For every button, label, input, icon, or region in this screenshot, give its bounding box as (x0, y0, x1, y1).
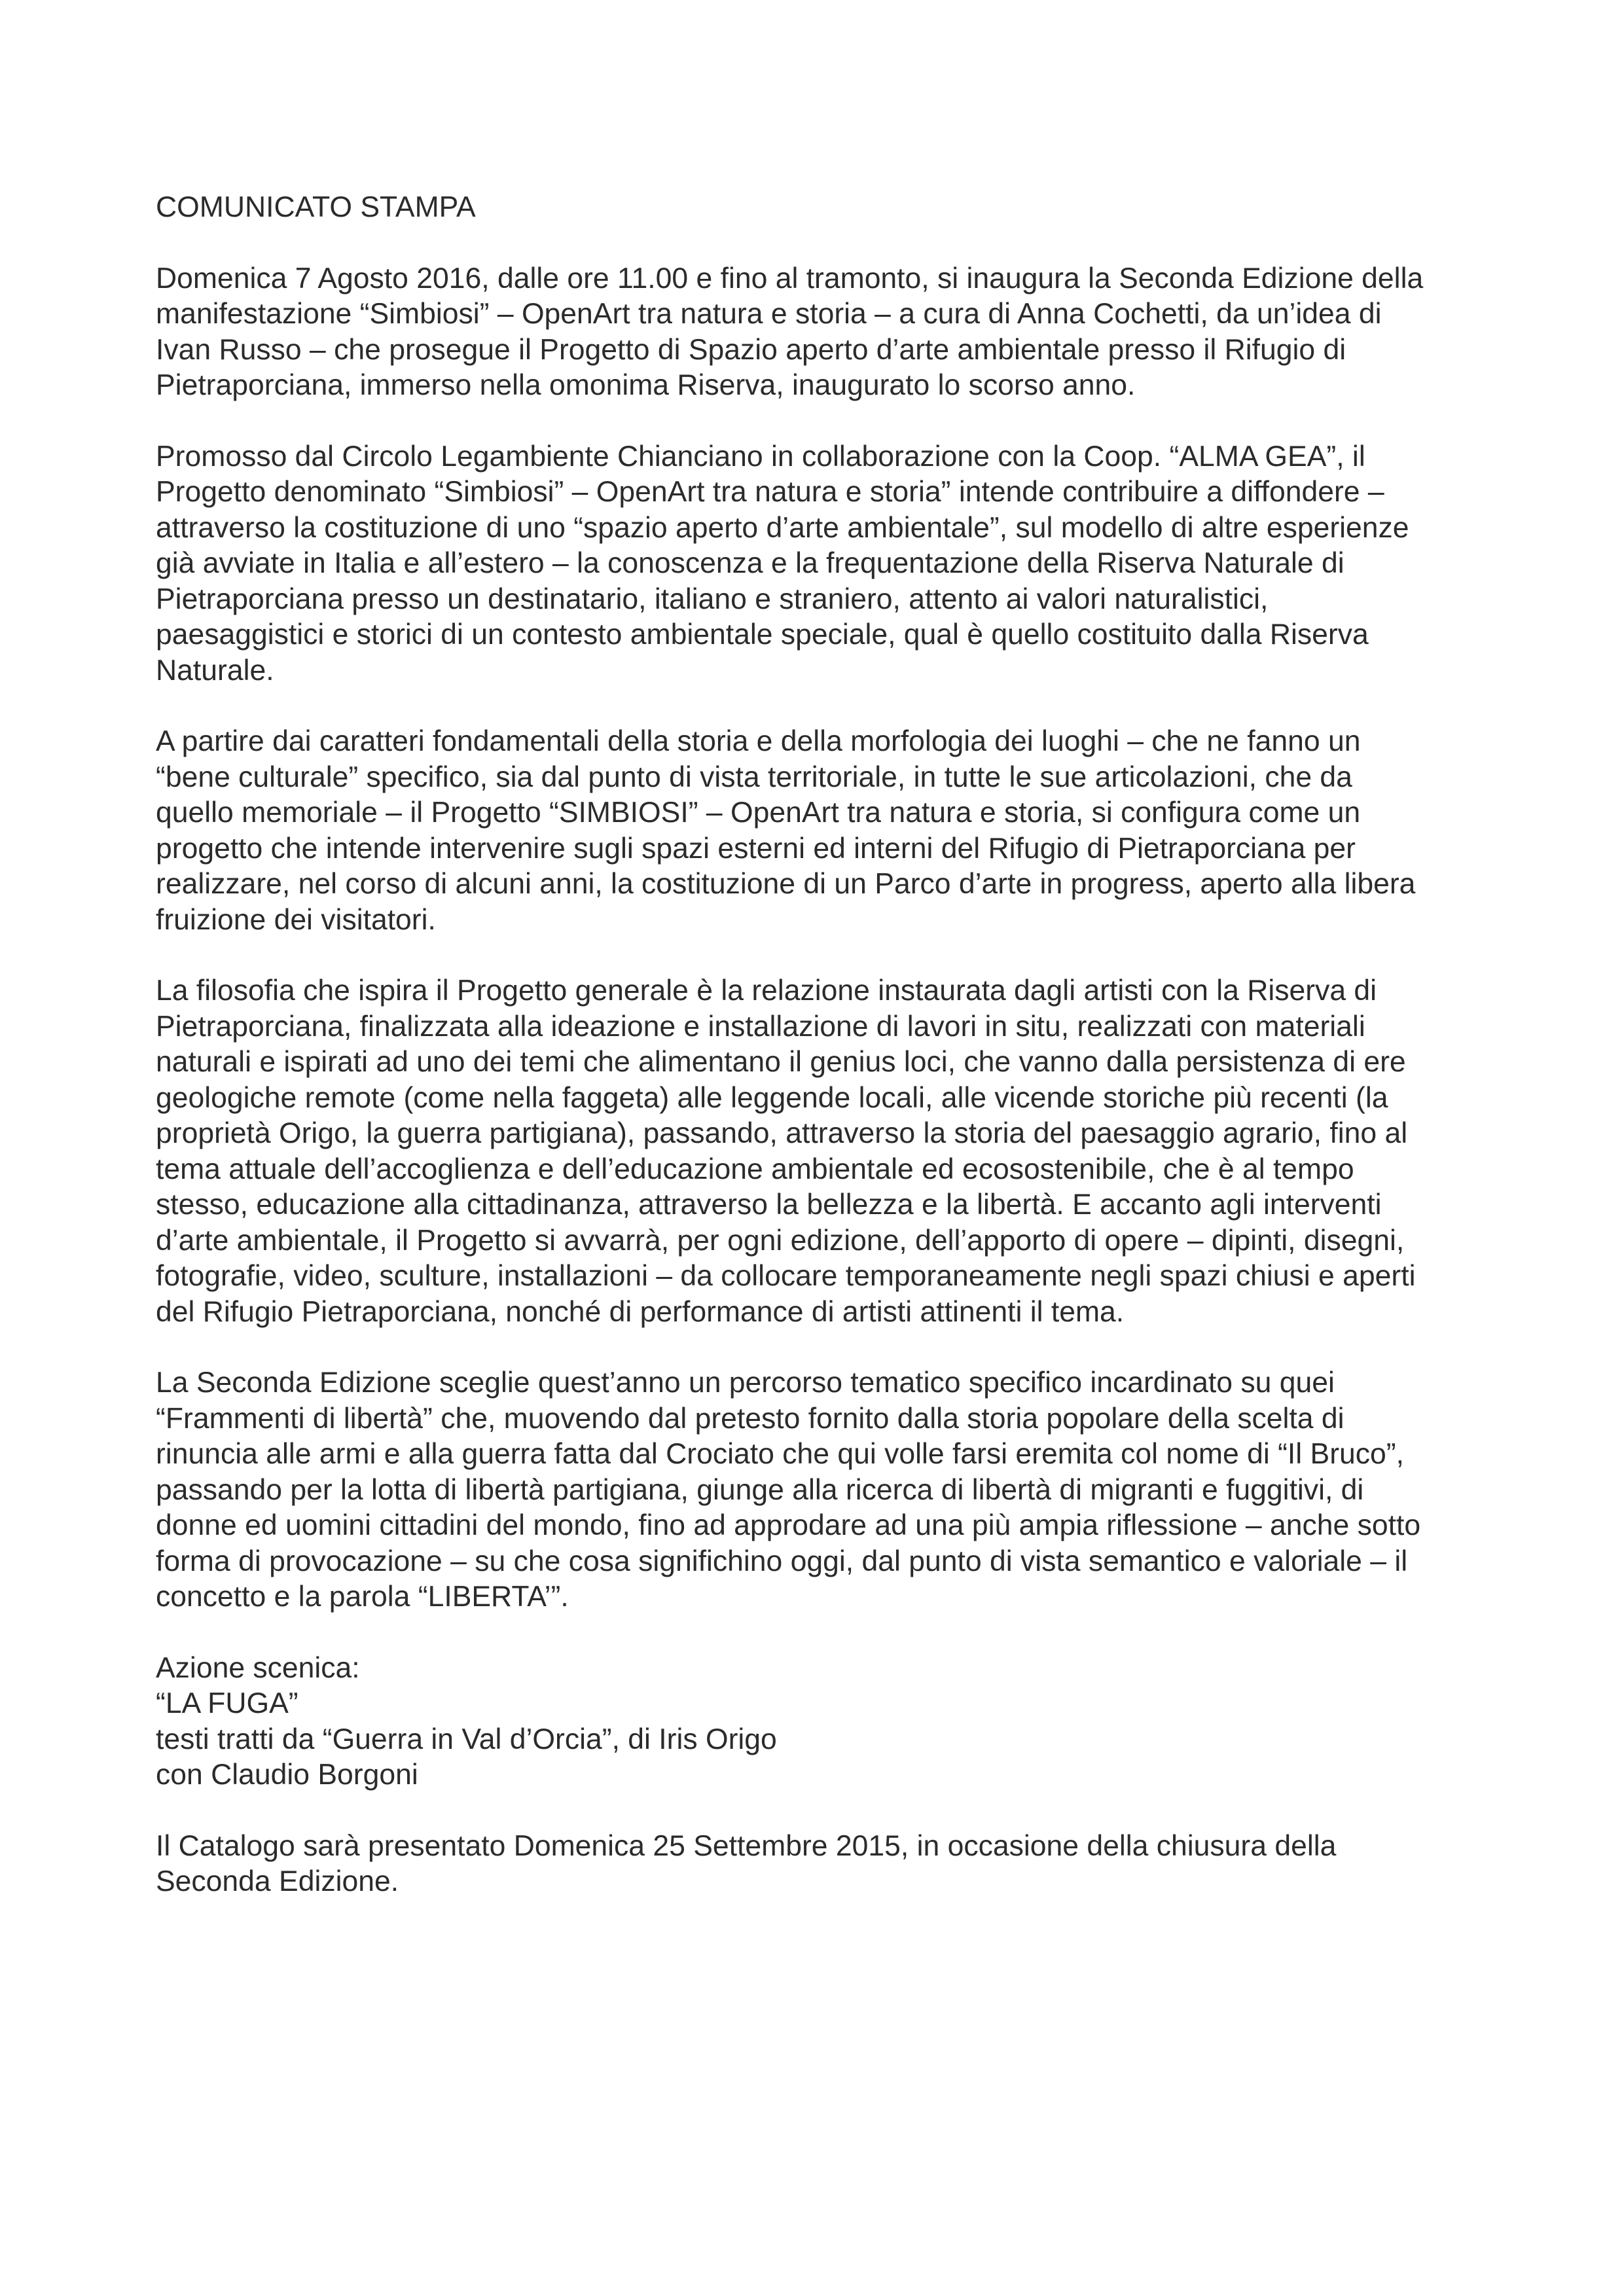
paragraph-inauguration: Domenica 7 Agosto 2016, dalle ore 11.00 e fino al tramonto, si inaugura la Seconda Edizione della manifestazione “Simbiosi” – OpenArt tra natura e storia – a cura di Anna Cochetti, da un’idea di Ivan Russo – che prosegue il Progetto di Spazio aperto d’arte ambientale presso il Rifugio di Pietraporciana, immerso nella omonima Riserva, inaugurato lo scorso anno. (156, 262, 1424, 401)
paragraph-project-description: A partire dai caratteri fondamentali della storia e della morfologia dei luoghi – che ne fanno un “bene culturale” specifico, sia dal punto di vista territoriale, in tutte le sue articolazioni, che da quello memoriale – il Progetto “SIMBIOSI” – OpenArt tra natura e storia, si configura come un progetto che intende intervenire sugli spazi esterni ed interni del Rifugio di Pietraporciana per realizzare, nel corso di alcuni anni, la costituzione di un Parco d’arte in progress, aperto alla libera fruizione dei visitatori. (156, 725, 1416, 936)
paragraph-philosophy: La filosofia che ispira il Progetto generale è la relazione instaurata dagli artisti con la Riserva di Pietraporciana, finalizzata alla ideazione e installazione di lavori in situ, realizzati con materiali naturali e ispirati ad uno dei temi che alimentano il genius loci, che vanno dalla persistenza di ere geologiche remote (come nella faggeta) alle leggende locali, alle vicende storiche più recenti (la proprietà Origo, la guerra partigiana), passando, attraverso la storia del paesaggio agrario, fino al tema attuale dell’accoglienza e dell’educazione ambientale ed ecosostenibile, che è al tempo stesso, educazione alla cittadinanza, attraverso la bellezza e la libertà. E accanto agli interventi d’arte ambientale, il Progetto si avvarrà, per ogni edizione, dell’apporto di opere – dipinti, disegni, fotografie, video, sculture, installazioni – da collocare temporaneamente negli spazi chiusi e aperti del Rifugio Pietraporciana, nonché di performance di artisti attinenti il tema. (156, 975, 1416, 1328)
document-heading: COMUNICATO STAMPA (156, 191, 476, 223)
paragraph-catalogue: Il Catalogo sarà presentato Domenica 25 Settembre 2015, in occasione della chiusura della Seconda Edizione. (156, 1829, 1337, 1897)
paragraph-stage-action: Azione scenica: “LA FUGA” testi tratti da “Guerra in Val d’Orcia”, di Iris Origo con Claudio Borgoni (156, 1651, 777, 1791)
paragraph-promotion: Promosso dal Circolo Legambiente Chianciano in collaborazione con la Coop. “ALMA GEA”, il Progetto denominato “Simbiosi” – OpenArt tra natura e storia” intende contribuire a diffondere – attraverso la costituzione di uno “spazio aperto d’arte ambientale”, sul modello di altre esperienze già avviate in Italia e all’estero – la conoscenza e la frequentazione della Riserva Naturale di Pietraporciana presso un destinatario, italiano e straniero, attento ai valori naturalistici, paesaggistici e storici di un contesto ambientale speciale, qual è quello costituito dalla Riserva Naturale. (156, 440, 1409, 687)
press-release-body (156, 190, 1471, 1935)
paragraph-second-edition: La Seconda Edizione sceglie quest’anno un percorso tematico specifico incardinato su quei “Frammenti di libertà” che, muovendo dal pretesto fornito dalla storia popolare della scelta di rinuncia alle armi e alla guerra fatta dal Crociato che qui volle farsi eremita col nome di “Il Bruco”, passando per la lotta di libertà partigiana, giunge alla ricerca di libertà di migranti e fuggitivi, di donne ed uomini cittadini del mondo, fino ad approdare ad una più ampia riflessione – anche sotto forma di provocazione – su che cosa significhino oggi, dal punto di vista semantico e valoriale – il concetto e la parola “LIBERTA’”. (156, 1367, 1421, 1613)
